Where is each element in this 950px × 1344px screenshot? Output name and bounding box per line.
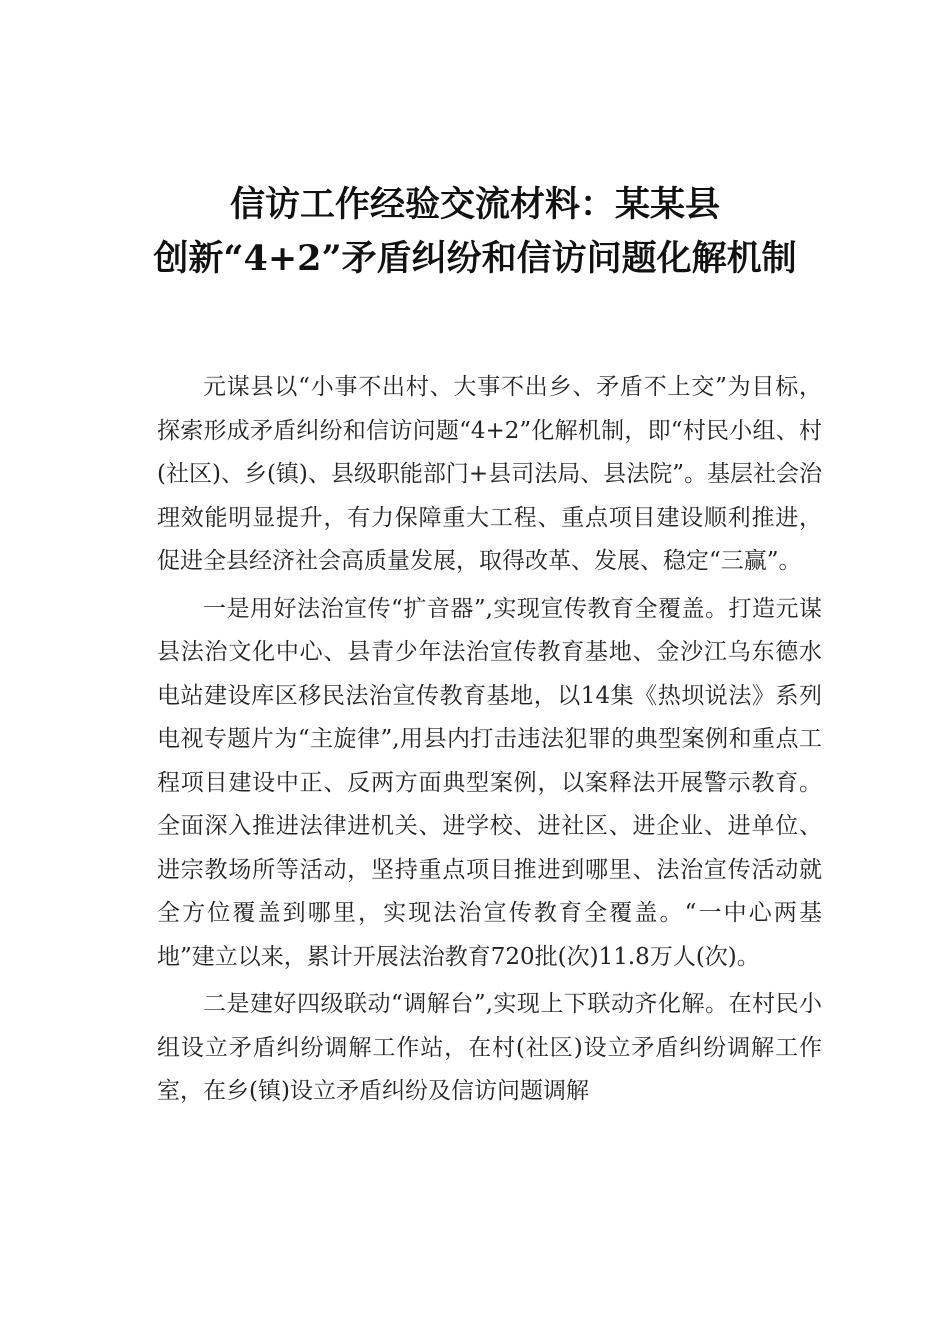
- document-title: [0, 178, 950, 286]
- paragraph-intro: 元谋县以“小事不出村、大事不出乡、矛盾不上交”为目标，探索形成矛盾纠纷和信访问题“4+2”化解机制，即“村民小组、村(社区)、乡(镇)、县级职能部门+县司法局、县法院”。基层社会治理效能明显提升，有力保障重大工程、重点项目建设顺利推进，促进全县经济社会高质量发展，取得改革、发展、稳定“三赢”。: [157, 374, 822, 574]
- paragraph-point-2: 二是建好四级联动“调解台”,实现上下联动齐化解。在村民小组设立矛盾纠纷调解工作站，在村(社区)设立矛盾纠纷调解工作室，在乡(镇)设立矛盾纠纷及信访问题调解: [157, 991, 822, 1104]
- title-line-1: 信访工作经验交流材料：某某县: [229, 184, 720, 225]
- paragraph-point-1: 一是用好法治宣传“扩音器”,实现宣传教育全覆盖。打造元谋县法治文化中心、县青少年法治宣传教育基地、金沙江乌东德水电站建设库区移民法治宣传教育基地，以14集《热坝说法》系列电视专题片为“主旋律”,用县内打击违法犯罪的典型案例和重点工程项目建设中正、反两方面典型案例，以案释法开展警示教育。全面深入推进法律进机关、进学校、进社区、进企业、进单位、进宗教场所等活动，坚持重点项目推进到哪里、法治宣传活动就全方位覆盖到哪里，实现法治宣传教育全覆盖。“一中心两基地”建立以来，累计开展法治教育720批(次)11.8万人(次)。: [157, 595, 822, 970]
- document-body: [157, 366, 822, 1118]
- title-line-2: 创新“4+2”矛盾纠纷和信访问题化解机制: [153, 238, 797, 279]
